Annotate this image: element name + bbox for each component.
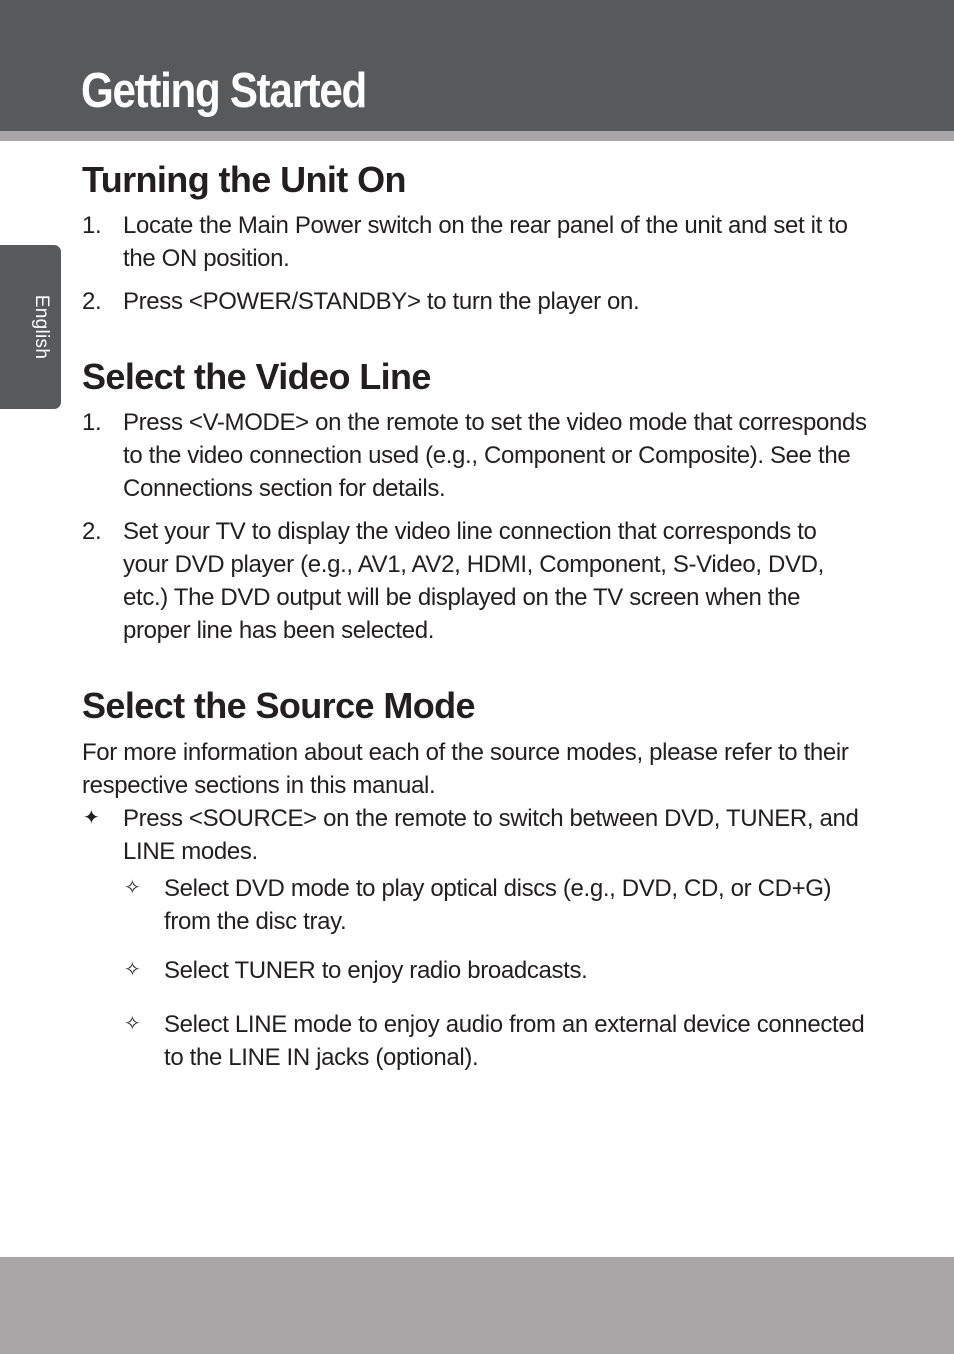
list-item — [82, 802, 867, 1074]
sub-item-text: Select DVD mode to play optical discs (e.g., DVD, CD, or CD+G) from the disc tray. — [164, 875, 832, 935]
sub-item-text: Select TUNER to enjoy radio broadcasts. — [164, 957, 588, 984]
bullet-text: Press <SOURCE> on the remote to switch between DVD, TUNER, and LINE modes. — [123, 805, 859, 865]
list-item — [82, 209, 867, 275]
step-number: 2. — [82, 288, 102, 315]
language-tab-label: English — [31, 294, 52, 360]
list-item — [82, 406, 867, 505]
source-bullet-list — [82, 802, 867, 1074]
page-title: Getting Started — [81, 64, 367, 118]
section-heading-turning-unit-on: Turning the Unit On — [82, 159, 406, 200]
outlined-star-icon: ✧ — [124, 959, 141, 981]
section-heading-select-source-mode: Select the Source Mode — [82, 685, 475, 726]
list-item — [123, 1008, 867, 1074]
list-item — [82, 515, 867, 647]
sub-item-text: Select LINE mode to enjoy audio from an external device connected to the LINE IN jacks (optional). — [164, 1011, 865, 1071]
source-sub-list — [123, 872, 867, 1074]
step-text: Press <POWER/STANDBY> to turn the player on. — [123, 288, 640, 315]
list-item — [82, 285, 867, 318]
step-text: Set your TV to display the video line connection that corresponds to your DVD player (e.g., AV1, AV2, HDMI, Component, S-Video, DVD, etc.) The DVD output will be displayed on the TV screen when the proper line has been selected. — [123, 518, 824, 644]
step-number: 1. — [82, 212, 102, 239]
step-number: 2. — [82, 518, 102, 545]
step-number: 1. — [82, 409, 102, 436]
list-item — [123, 872, 867, 938]
step-text: Locate the Main Power switch on the rear panel of the unit and set it to the ON position. — [123, 212, 848, 272]
footer-bar — [0, 1257, 954, 1354]
section-heading-select-video-line: Select the Video Line — [82, 356, 431, 397]
content — [82, 157, 867, 1074]
power-steps-list — [82, 209, 867, 318]
video-steps-list — [82, 406, 867, 647]
outlined-star-icon: ✧ — [124, 877, 141, 899]
list-item — [123, 954, 867, 987]
outlined-star-icon: ✧ — [124, 1013, 141, 1035]
header-stripe — [0, 131, 954, 141]
step-text: Press <V-MODE> on the remote to set the video mode that corresponds to the video connection used (e.g., Component or Composite). See the Connections section for details. — [123, 409, 867, 502]
four-point-star-icon: ✦ — [83, 807, 100, 829]
source-mode-intro: For more information about each of the source modes, please refer to their respective sections in this manual. — [82, 739, 849, 799]
